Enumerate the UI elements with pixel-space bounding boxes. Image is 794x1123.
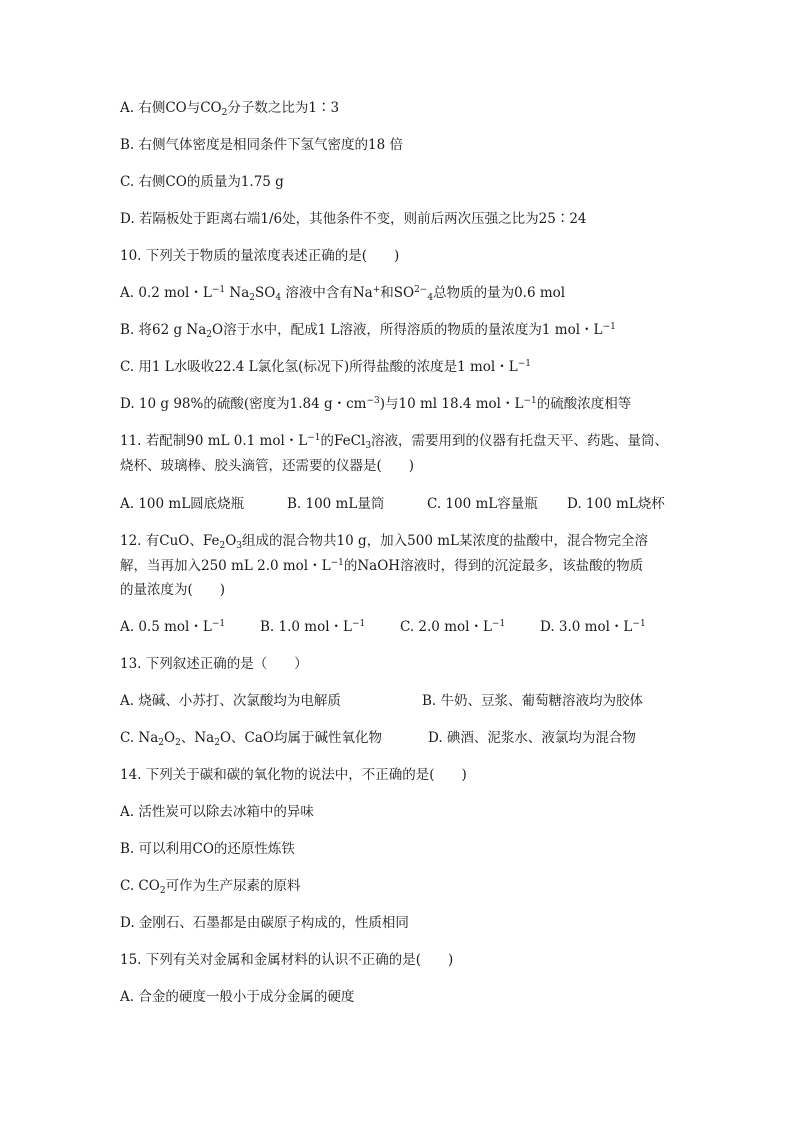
q14-option-c: C. $CO_2$可作为生产尿素的原料 xyxy=(120,878,301,896)
q12-option-c: C. 2.0 mol・$L^{-1}$ xyxy=(400,619,506,635)
q11-stem-line1: 11. 若配制90 mL 0.1 mol・$L^{-1}$的FeCl$_3$溶液，需要用到的仪器有托盘天平、药匙、量筒、 xyxy=(120,433,669,451)
q10-option-a: A. 0.2 mol・$L^{-1}$ $Na_2SO_4$ 溶液中含有Na+和$SO^{2-}_4$总物质的量为0.6 mol xyxy=(120,285,566,303)
q9-option-b: B. 右侧气体密度是相同条件下氢气密度的18 倍 xyxy=(120,137,403,153)
q14-option-d: D. 金刚石、石墨都是由碳原子构成的，性质相同 xyxy=(120,915,409,931)
q13-option-a: A. 烧碱、小苏打、次氯酸均为电解质 xyxy=(120,693,341,709)
q9-option-d: D. 若隔板处于距离右端1/6处，其他条件不变，则前后两次压强之比为25∶24 xyxy=(120,211,587,227)
q10-option-b: B. 将62 g $Na_2O$溶于水中，配成1 L溶液，所得溶质的物质的量浓度为1 mol・$L^{-1}$ xyxy=(120,322,616,340)
q13-option-b: B. 牛奶、豆浆、葡萄糖溶液均为胶体 xyxy=(422,693,644,709)
q12-option-a: A. 0.5 mol・$L^{-1}$ xyxy=(120,619,226,635)
q11-option-c: C. 100 mL容量瓶 xyxy=(427,496,538,512)
q12-stem-line1: 12. 有CuO、$Fe_2O_3$组成的混合物共10 g，加入500 mL某浓度的盐酸中，混合物完全溶 xyxy=(120,533,648,551)
q9-option-a: A. 右侧CO与$CO_2$分子数之比为1∶3 xyxy=(120,100,340,118)
q11-stem-line2: 烧杯、玻璃棒、胶头滴管，还需要的仪器是( ) xyxy=(120,458,415,474)
q15-stem: 15. 下列有关对金属和金属材料的认识不正确的是( ) xyxy=(120,952,454,968)
q10-option-d: D. 10 g 98%的硫酸(密度为1.84 g・$cm^{-3}$)与10 ml 18.4 mol・$L^{-1}$的硫酸浓度相等 xyxy=(120,396,632,412)
q12-stem-line2: 解，当再加入250 mL 2.0 mol・$L^{-1}$的NaOH溶液时，得到的沉淀最多，该盐酸的物质 xyxy=(120,558,644,574)
q14-option-b: B. 可以利用CO的还原性炼铁 xyxy=(120,841,295,857)
q14-stem: 14. 下列关于碳和碳的氧化物的说法中，不正确的是( ) xyxy=(120,767,467,783)
q11-option-d: D. 100 mL烧杯 xyxy=(567,496,665,512)
q9-option-c: C. 右侧CO的质量为1.75 g xyxy=(120,174,284,190)
q15-option-a: A. 合金的硬度一般小于成分金属的硬度 xyxy=(120,989,355,1005)
q12-option-d: D. 3.0 mol・$L^{-1}$ xyxy=(540,619,646,635)
q11-option-b: B. 100 mL量筒 xyxy=(287,496,385,512)
q10-stem: 10. 下列关于物质的量浓度表述正确的是( ) xyxy=(120,248,400,264)
q10-option-c: C. 用1 L水吸收22.4 L氯化氢(标况下)所得盐酸的浓度是1 mol・$L^{-1}$ xyxy=(120,359,531,375)
q13-stem: 13. 下列叙述正确的是（ ） xyxy=(120,656,308,672)
q12-option-b: B. 1.0 mol・$L^{-1}$ xyxy=(260,619,366,635)
q13-option-c: C. $Na_2O_2$、$Na_2O$、CaO均属于碱性氧化物 xyxy=(120,730,382,748)
q12-stem-line3: 的量浓度为( ) xyxy=(120,582,226,598)
q14-option-a: A. 活性炭可以除去冰箱中的异味 xyxy=(120,804,314,820)
q11-option-a: A. 100 mL圆底烧瓶 xyxy=(120,496,245,512)
q13-option-d: D. 碘酒、泥浆水、液氯均为混合物 xyxy=(428,730,636,746)
